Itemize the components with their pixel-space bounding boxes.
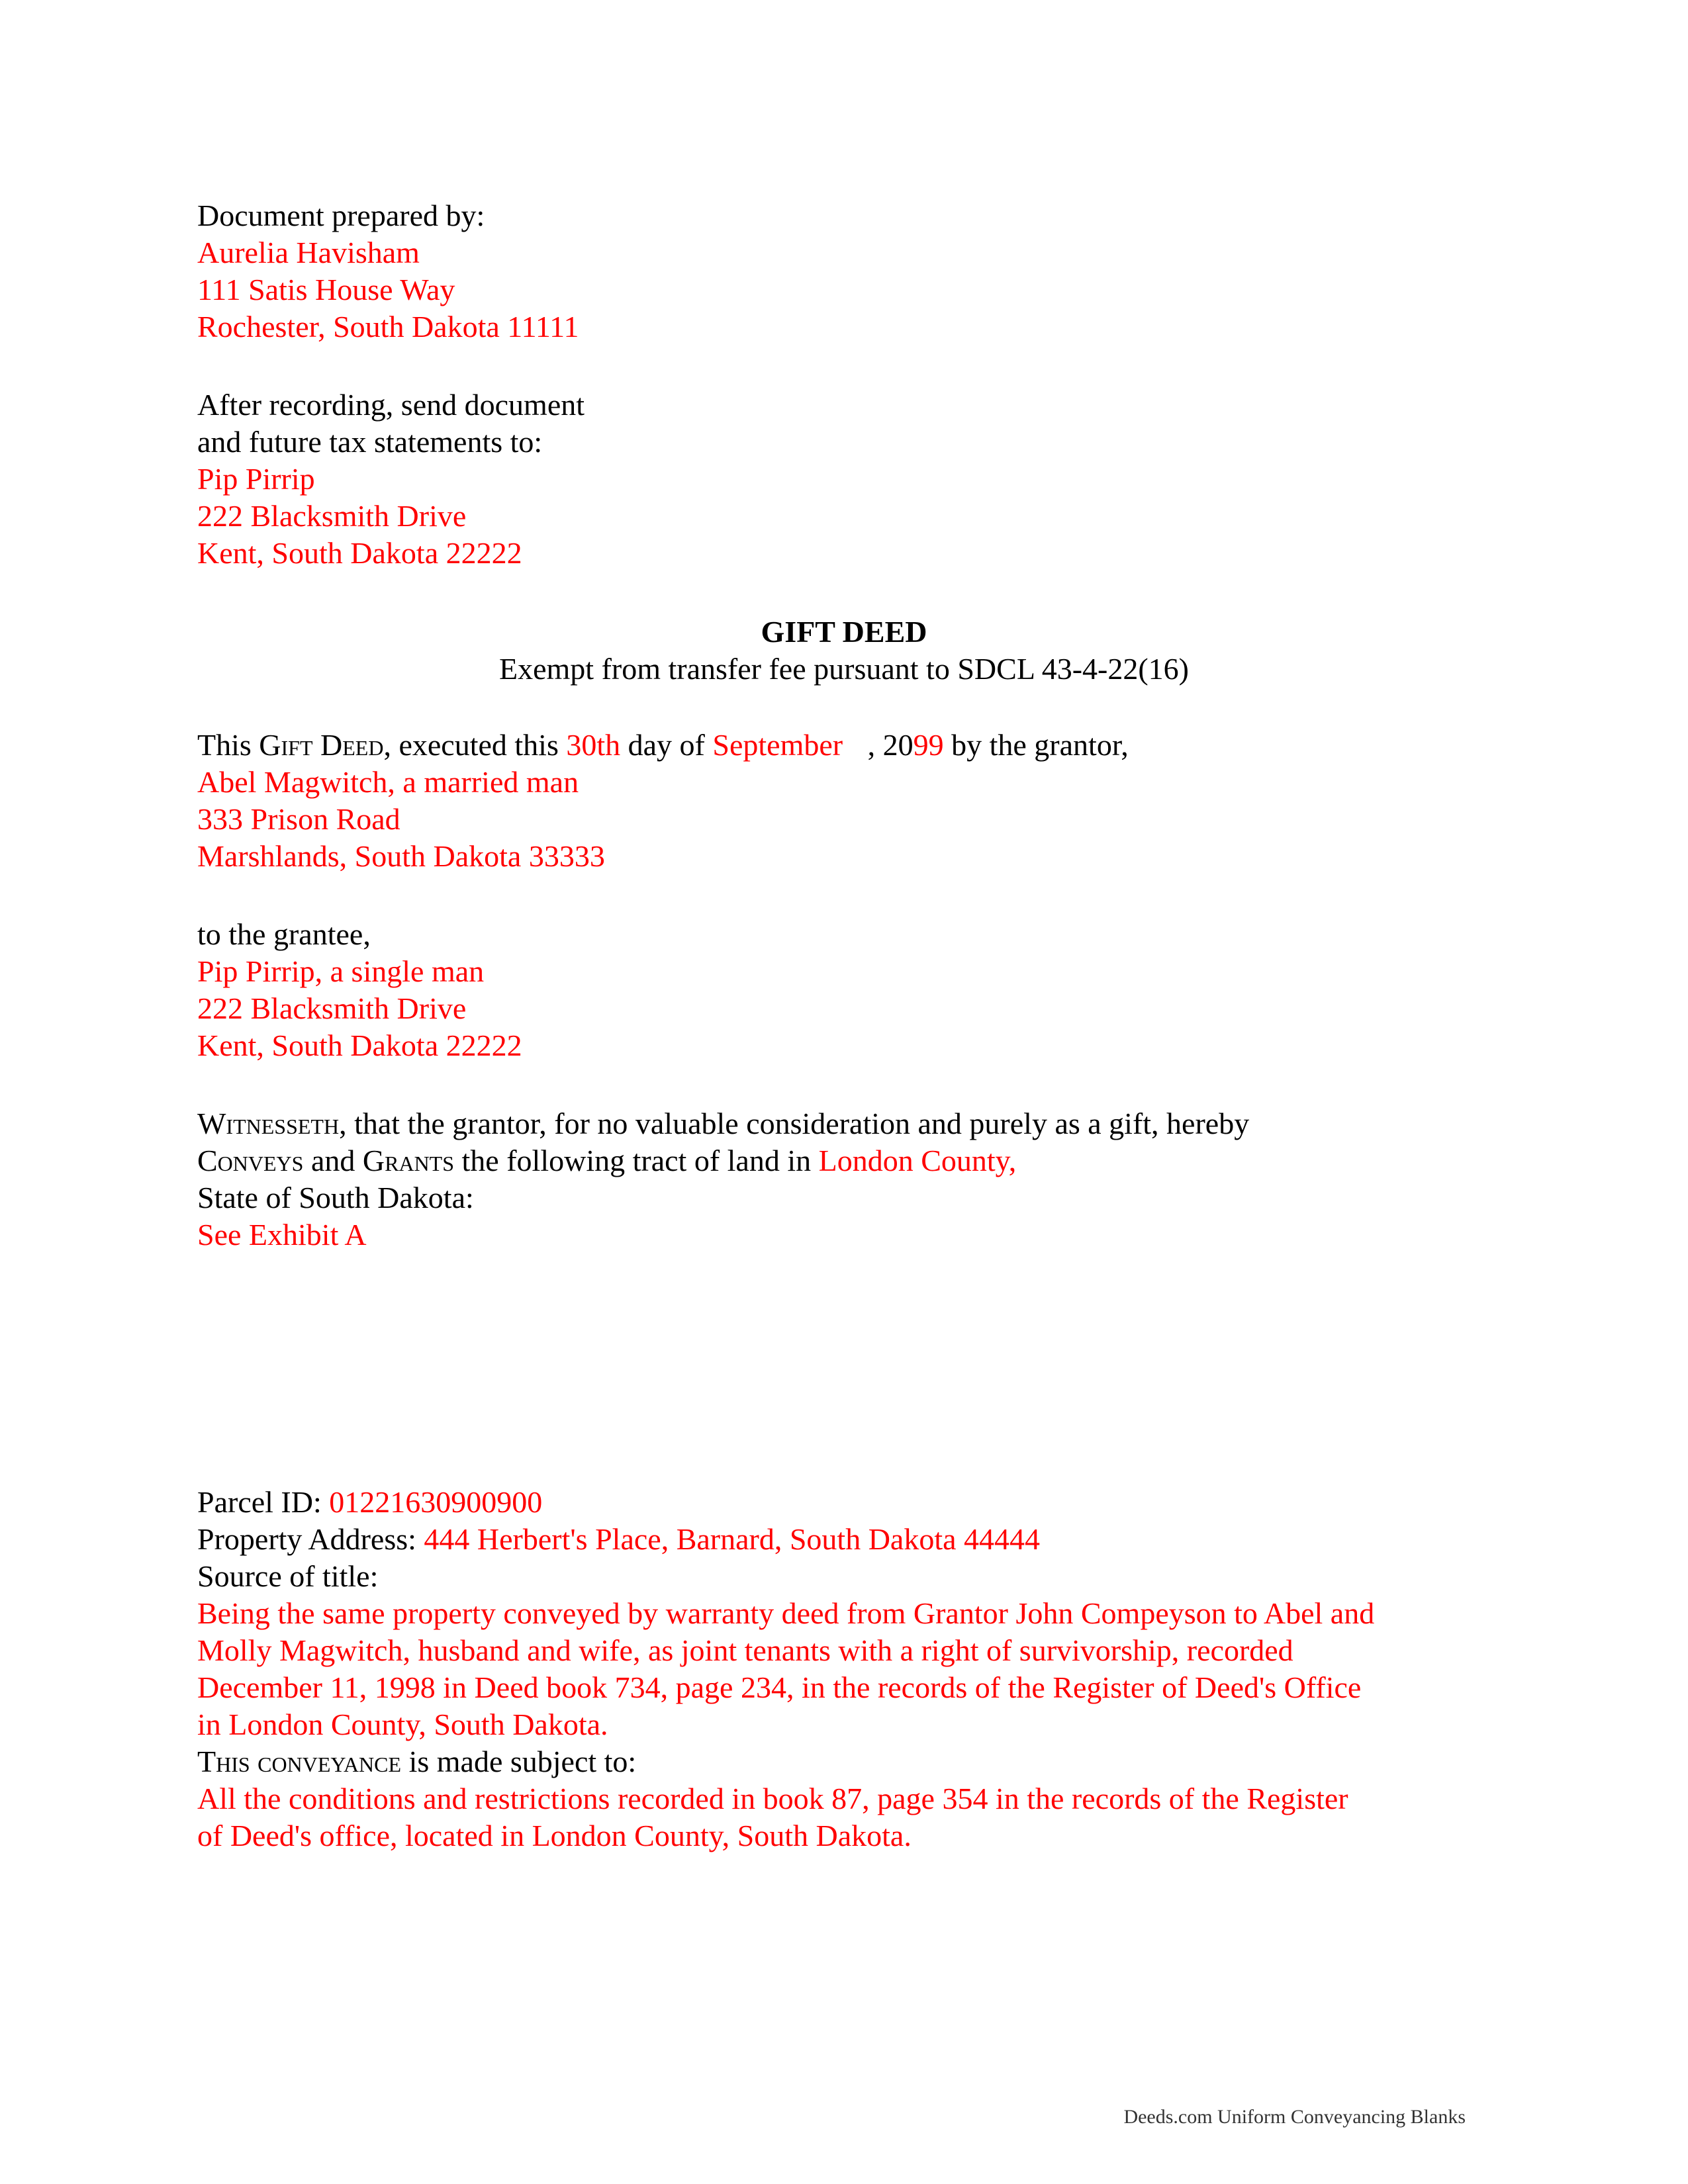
subject-line-2: of Deed's office, located in London County, South Dakota. (197, 1819, 912, 1852)
document-title: GIFT DEED (761, 615, 927, 649)
grantee-city: Kent, South Dakota 22222 (197, 1028, 522, 1062)
execution-by-grantor: by the grantor, (943, 728, 1129, 762)
execution-year-suffix: 99 (913, 728, 944, 762)
source-line-1: Being the same property conveyed by warranty deed from Grantor John Compeyson to Abel and (197, 1596, 1375, 1630)
witnesseth-text2: and (303, 1144, 363, 1177)
grantee-block (197, 916, 522, 1064)
parcel-block (197, 1484, 1374, 1854)
subject-to-line (197, 1743, 1374, 1780)
preparer-street: 111 Satis House Way (197, 273, 455, 306)
preparer-city: Rochester, South Dakota 11111 (197, 310, 579, 343)
state-line: State of South Dakota: (197, 1181, 474, 1214)
return-city: Kent, South Dakota 22222 (197, 536, 522, 570)
grantor-city: Marshlands, South Dakota 33333 (197, 839, 605, 873)
witnesseth-text1: , that the grantor, for no valuable consideration and purely as a gift, hereby (339, 1107, 1250, 1140)
source-line-3: December 11, 1998 in Deed book 734, page 234, in the records of the Register of Deed's Office (197, 1670, 1362, 1704)
grantee-street: 222 Blacksmith Drive (197, 991, 467, 1025)
county-name: London County, (818, 1144, 1017, 1177)
return-street: 222 Blacksmith Drive (197, 499, 467, 533)
property-address-value: 444 Herbert's Place, Barnard, South Dakota 44444 (424, 1522, 1041, 1556)
parcel-id-line (197, 1484, 1374, 1521)
execution-month: September (712, 728, 843, 762)
footer-text: Deeds.com Uniform Conveyancing Blanks (1123, 2106, 1466, 2128)
prepared-by-label: Document prepared by: (197, 199, 485, 232)
execution-line (197, 727, 1129, 764)
grantee-name: Pip Pirrip, a single man (197, 954, 485, 988)
return-name: Pip Pirrip (197, 462, 315, 496)
witnesseth-word: Witnesseth (197, 1107, 340, 1140)
subject-line-1: All the conditions and restrictions recorded in book 87, page 354 in the records of the Register (197, 1782, 1348, 1815)
conveys-word: Conveys (197, 1144, 304, 1177)
parcel-id-value: 01221630900900 (329, 1485, 543, 1519)
execution-this: This (197, 728, 259, 762)
prepared-by-block (197, 197, 579, 345)
witnesseth-text3: the following tract of land in (454, 1144, 819, 1177)
execution-day-of: day of (620, 728, 713, 762)
witnesseth-block (197, 1105, 1249, 1253)
return-label-line2: and future tax statements to: (197, 425, 543, 459)
this-conveyance-word: This conveyance (197, 1745, 402, 1778)
grantor-street: 333 Prison Road (197, 802, 400, 836)
parcel-id-label: Parcel ID: (197, 1485, 330, 1519)
legal-description: See Exhibit A (197, 1218, 367, 1251)
witnesseth-line1 (197, 1105, 1249, 1142)
source-of-title-label: Source of title: (197, 1559, 379, 1593)
preparer-name: Aurelia Havisham (197, 236, 420, 269)
execution-day: 30th (566, 728, 621, 762)
subject-to-text: is made subject to: (401, 1745, 637, 1778)
return-label-line1: After recording, send document (197, 388, 585, 422)
return-to-block (197, 387, 585, 572)
property-address-label: Property Address: (197, 1522, 424, 1556)
grantee-label: to the grantee, (197, 917, 371, 951)
source-line-4: in London County, South Dakota. (197, 1707, 608, 1741)
source-line-2: Molly Magwitch, husband and wife, as joint tenants with a right of survivorship, recorded (197, 1633, 1293, 1667)
deed-word: Gift Deed (259, 728, 384, 762)
document-subtitle: Exempt from transfer fee pursuant to SDCL 43-4-22(16) (499, 652, 1189, 686)
execution-block (197, 727, 1129, 875)
grants-word: Grants (362, 1144, 455, 1177)
property-address-line (197, 1521, 1374, 1558)
execution-year-prefix: , 20 (860, 728, 914, 762)
execution-executed: , executed this (383, 728, 567, 762)
witnesseth-line2 (197, 1142, 1249, 1179)
grantor-name: Abel Magwitch, a married man (197, 765, 579, 799)
